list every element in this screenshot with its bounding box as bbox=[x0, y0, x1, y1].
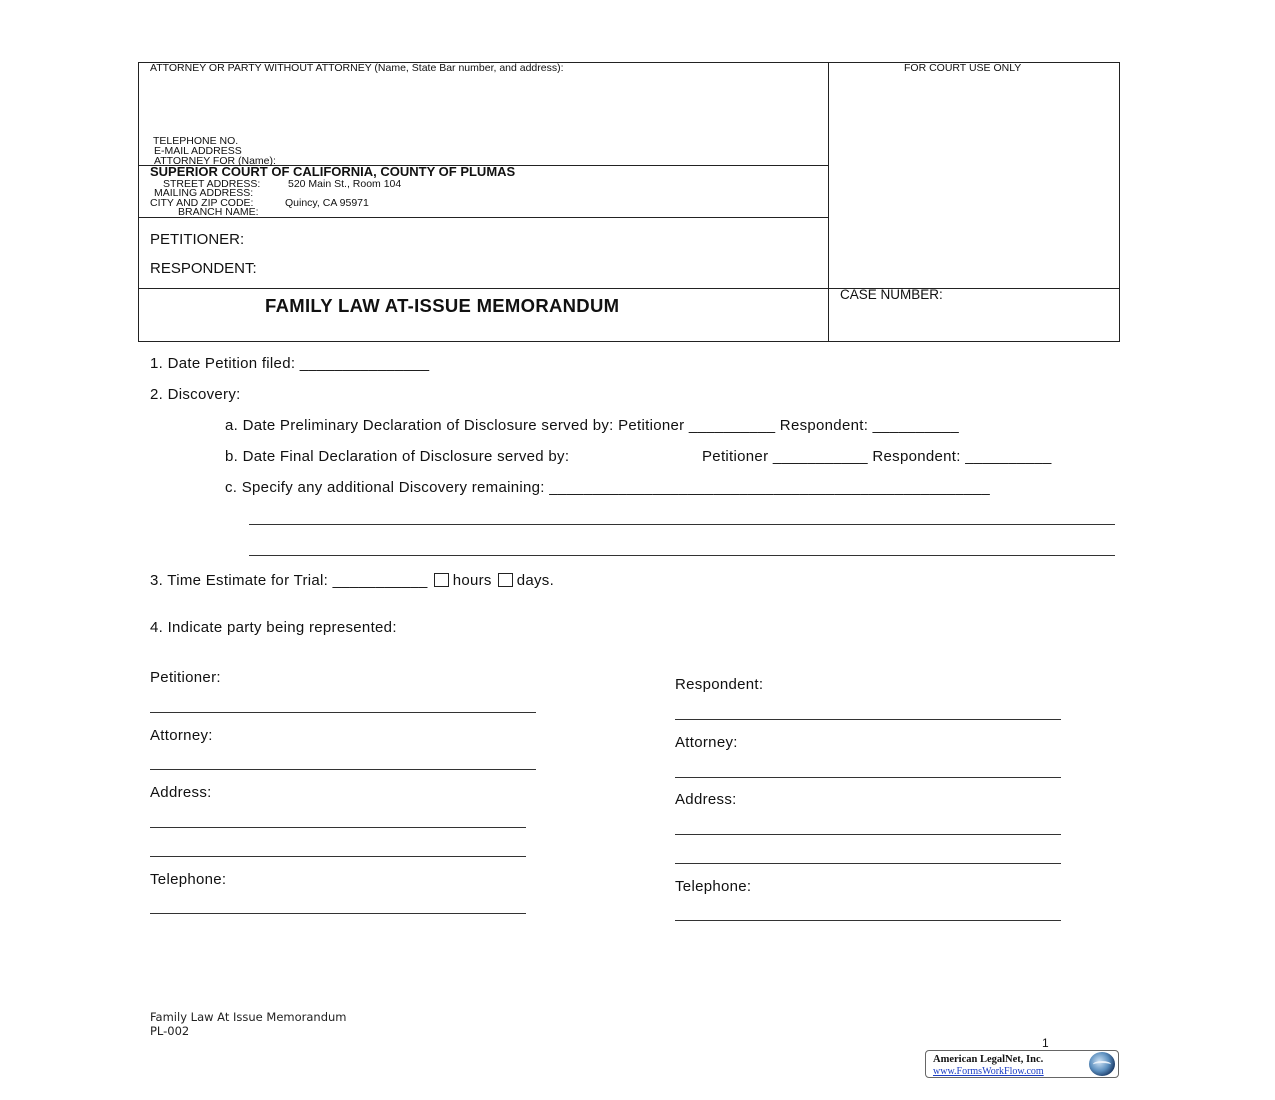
petitioner-telephone-line[interactable] bbox=[150, 913, 526, 914]
respondent-telephone-line[interactable] bbox=[675, 920, 1061, 921]
court-use-label: FOR COURT USE ONLY bbox=[904, 62, 1022, 74]
logo-company-name: American LegalNet, Inc. bbox=[933, 1054, 1044, 1065]
additional-discovery-line-2[interactable] bbox=[249, 555, 1115, 556]
attorney-label: ATTORNEY OR PARTY WITHOUT ATTORNEY (Name, State Bar number, and address): bbox=[150, 62, 564, 74]
respondent-caption-label: RESPONDENT: bbox=[150, 260, 257, 277]
respondent-address-line-2[interactable] bbox=[675, 863, 1061, 864]
item-party-represented: 4. Indicate party being represented: bbox=[150, 619, 397, 636]
caption-divider-vertical bbox=[828, 62, 829, 342]
petitioner-address-label: Address: bbox=[150, 784, 212, 801]
respondent-attorney-label: Attorney: bbox=[675, 734, 738, 751]
branch-name-label: BRANCH NAME: bbox=[178, 206, 259, 218]
item-final-declaration-parties: Petitioner ___________ Respondent: __________ bbox=[702, 448, 1052, 465]
respondent-telephone-label: Telephone: bbox=[675, 878, 752, 895]
caption-divider-title bbox=[138, 288, 1120, 289]
respondent-label: Respondent: bbox=[675, 676, 764, 693]
petitioner-name-line[interactable] bbox=[150, 712, 536, 713]
days-checkbox[interactable] bbox=[498, 573, 513, 587]
respondent-address-line-1[interactable] bbox=[675, 834, 1061, 835]
item-final-declaration: b. Date Final Declaration of Disclosure served by: bbox=[225, 448, 570, 465]
globe-icon bbox=[1089, 1052, 1115, 1076]
petitioner-address-line-1[interactable] bbox=[150, 827, 526, 828]
petitioner-caption-label: PETITIONER: bbox=[150, 231, 245, 248]
days-label: days. bbox=[516, 572, 555, 589]
item-preliminary-declaration: a. Date Preliminary Declaration of Disclosure served by: Petitioner __________ Respondent: __________ bbox=[225, 417, 960, 434]
street-address-label: STREET ADDRESS: bbox=[163, 178, 261, 190]
respondent-attorney-line[interactable] bbox=[675, 777, 1061, 778]
petitioner-attorney-line[interactable] bbox=[150, 769, 536, 770]
email-label: E-MAIL ADDRESS bbox=[154, 145, 242, 157]
petitioner-telephone-label: Telephone: bbox=[150, 871, 227, 888]
case-number-label: CASE NUMBER: bbox=[840, 287, 943, 302]
respondent-address-label: Address: bbox=[675, 791, 737, 808]
street-address-value: 520 Main St., Room 104 bbox=[288, 178, 402, 190]
additional-discovery-line-1[interactable] bbox=[249, 524, 1115, 525]
city-zip-label: CITY AND ZIP CODE: bbox=[150, 197, 254, 209]
petitioner-label: Petitioner: bbox=[150, 669, 221, 686]
mailing-address-label: MAILING ADDRESS: bbox=[154, 187, 254, 199]
item-time-estimate bbox=[150, 572, 554, 589]
telephone-label: TELEPHONE NO. bbox=[153, 135, 239, 147]
legalnet-logo[interactable] bbox=[925, 1050, 1119, 1078]
item-additional-discovery: c. Specify any additional Discovery remaining: ___________________________________________________ bbox=[225, 479, 990, 496]
footer-form-name: Family Law At Issue Memorandum bbox=[150, 1010, 347, 1024]
form-title: FAMILY LAW AT-ISSUE MEMORANDUM bbox=[265, 295, 620, 316]
logo-url-link[interactable]: www.FormsWorkFlow.com bbox=[933, 1066, 1044, 1077]
hours-checkbox[interactable] bbox=[434, 573, 449, 587]
attorney-for-label: ATTORNEY FOR (Name): bbox=[154, 155, 276, 167]
petitioner-address-line-2[interactable] bbox=[150, 856, 526, 857]
hours-label: hours bbox=[452, 572, 492, 589]
footer-form-code: PL-002 bbox=[150, 1024, 190, 1038]
respondent-name-line[interactable] bbox=[675, 719, 1061, 720]
item-discovery: 2. Discovery: bbox=[150, 386, 241, 403]
city-zip-value: Quincy, CA 95971 bbox=[285, 197, 369, 209]
time-estimate-label: 3. Time Estimate for Trial: ___________ bbox=[150, 572, 428, 589]
item-date-petition-filed: 1. Date Petition filed: _______________ bbox=[150, 355, 430, 372]
page-number: 1 bbox=[1042, 1036, 1049, 1050]
court-name: SUPERIOR COURT OF CALIFORNIA, COUNTY OF PLUMAS bbox=[150, 164, 516, 179]
petitioner-attorney-label: Attorney: bbox=[150, 727, 213, 744]
